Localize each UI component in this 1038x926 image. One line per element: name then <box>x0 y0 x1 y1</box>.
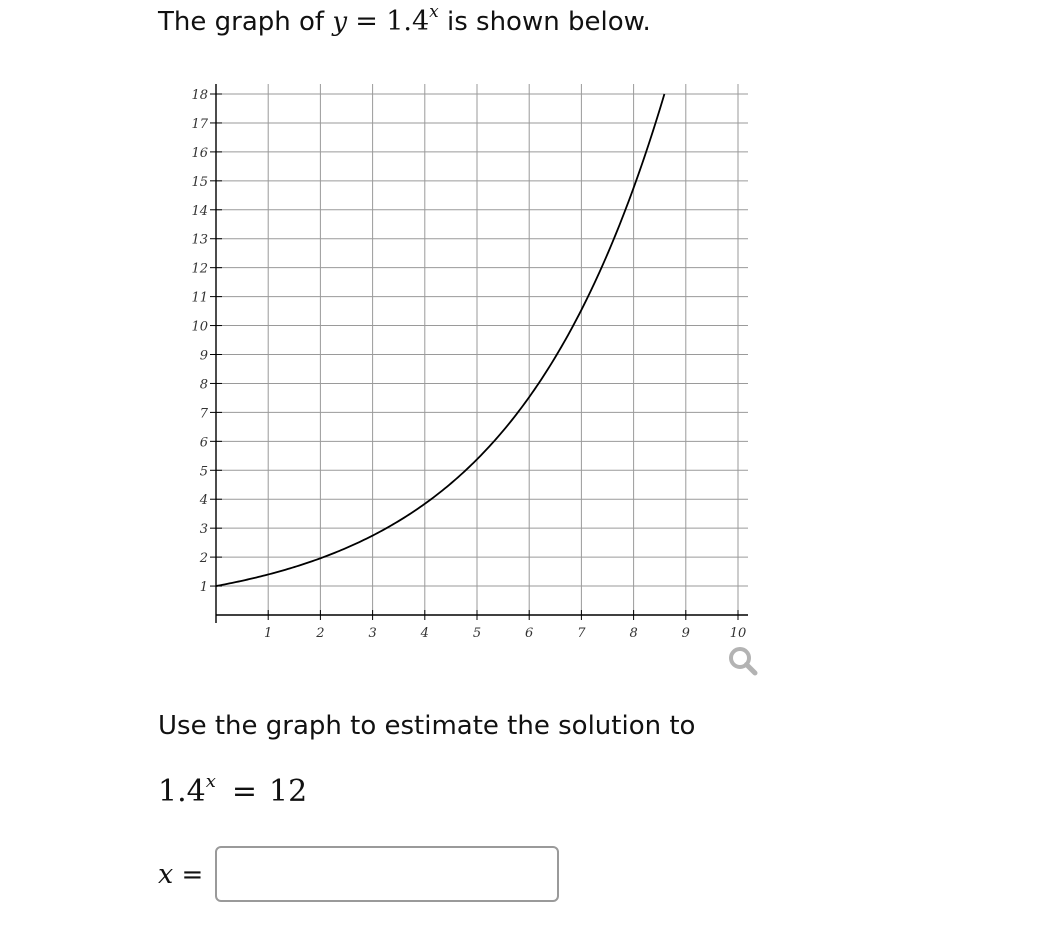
y-tick-label: 2 <box>199 551 208 567</box>
x-tick-label: 2 <box>316 626 325 641</box>
curve-series-y-1-4-x <box>216 94 664 586</box>
intro-exponent: x <box>429 2 439 22</box>
intro-suffix: is shown below. <box>447 7 651 37</box>
magnifier-icon <box>726 644 760 678</box>
y-tick-label: 6 <box>199 435 208 451</box>
answer-label <box>158 859 203 890</box>
y-tick-label: 3 <box>199 522 208 538</box>
equation-rhs: 12 <box>269 774 308 809</box>
y-tick-label: 1 <box>199 580 208 596</box>
y-tick-label: 7 <box>199 406 208 422</box>
zoom-button[interactable] <box>726 644 760 678</box>
x-tick-label: 1 <box>264 626 273 641</box>
x-tick-label: 10 <box>729 626 747 641</box>
y-tick-label: 14 <box>191 203 208 219</box>
equation-exponent: x <box>205 771 216 792</box>
y-tick-label: 5 <box>199 464 208 480</box>
intro-prefix: The graph of <box>158 7 325 37</box>
x-tick-label: 4 <box>420 626 429 641</box>
answer-variable: x <box>158 858 174 890</box>
x-tick-label: 5 <box>472 626 482 641</box>
y-tick-label: 9 <box>199 348 208 364</box>
x-tick-label: 9 <box>681 626 690 641</box>
instruction-text: Use the graph to estimate the solution to <box>158 711 696 741</box>
answer-input[interactable] <box>215 846 559 902</box>
intro-variable: y <box>332 7 348 37</box>
answer-equals: = <box>181 859 204 890</box>
y-tick-label: 11 <box>191 290 208 306</box>
y-tick-label: 4 <box>199 493 208 509</box>
y-tick-label: 10 <box>191 319 208 335</box>
y-tick-label: 13 <box>191 232 208 248</box>
x-tick-label: 6 <box>525 626 534 641</box>
x-tick-label: 3 <box>368 626 377 641</box>
x-tick-label: 8 <box>629 626 638 641</box>
intro-equals: = <box>355 6 378 37</box>
y-tick-label: 8 <box>199 377 208 393</box>
x-tick-label: 7 <box>577 626 586 641</box>
y-tick-label: 15 <box>191 174 208 190</box>
y-tick-label: 12 <box>191 261 208 277</box>
equation-base: 1.4 <box>158 774 206 809</box>
y-tick-label: 17 <box>191 116 208 132</box>
equation-equals: = <box>231 774 258 809</box>
answer-row <box>158 845 559 903</box>
y-tick-label: 16 <box>191 145 208 161</box>
equation <box>158 772 307 812</box>
y-tick-label: 18 <box>191 88 208 103</box>
intro-base: 1.4 <box>386 6 430 37</box>
